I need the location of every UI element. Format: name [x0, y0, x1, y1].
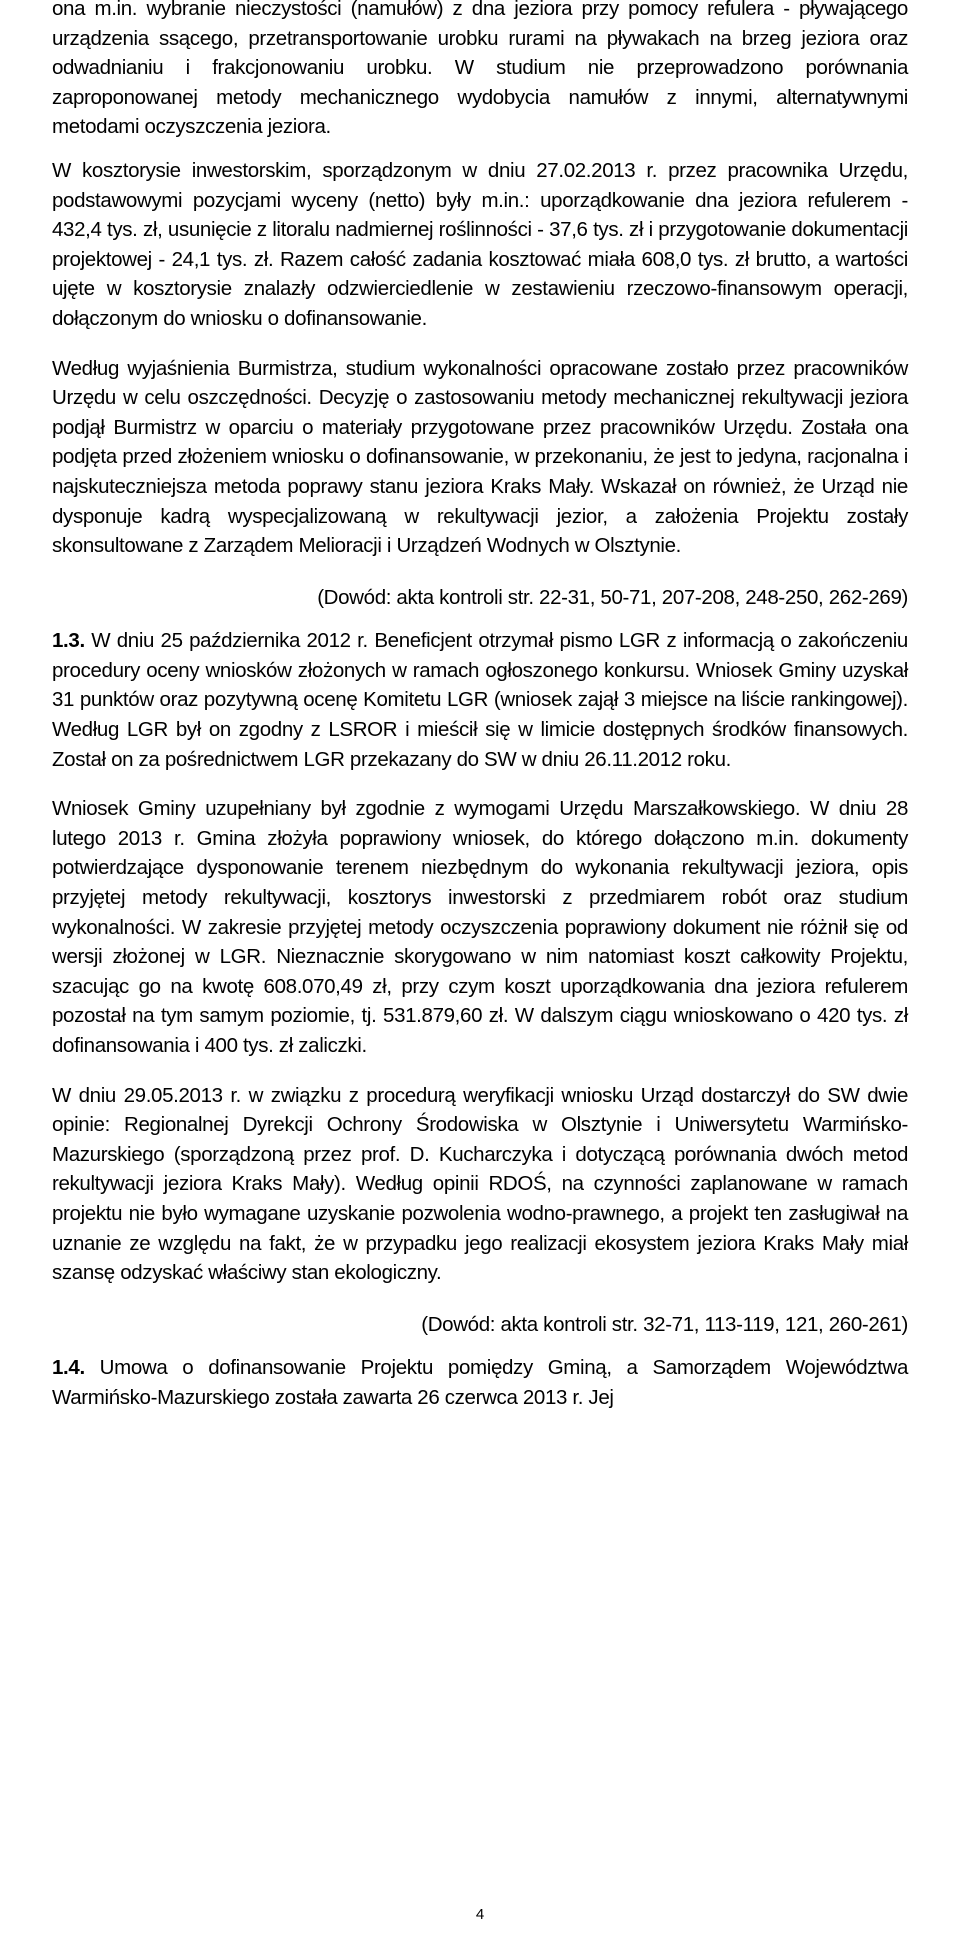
- section-1-3-text: W dniu 25 października 2012 r. Beneficjent otrzymał pismo LGR z informacją o zakończeniu procedury oceny wniosków złożonych w ramach ogłoszonego konkursu. Wniosek Gminy uzyskał 31 punktów oraz pozytywną ocenę Komitetu LGR (wniosek zajął 3 miejsce na liście rankingowej). Według LGR był on zgodny z LSROR i mieścił się w limicie dostępnych środków finansowych. Został on za pośrednictwem LGR przekazany do SW w dniu 26.11.2012 roku.: [52, 629, 908, 771]
- paragraph-method-description: ona m.in. wybranie nieczystości (namułów) z dna jeziora przy pomocy refulera - pływającego urządzenia ssącego, przetransportowanie urobku rurami na pływakach na brzeg jeziora oraz odwadnianiu i frakcjonowaniu urobku. W studium nie przeprowadzono porównania zaproponowanej metody mechanicznego wydobycia namułów z innymi, alternatywnymi metodami oczyszczenia jeziora.: [52, 0, 908, 139]
- paragraph-opinions: W dniu 29.05.2013 r. w związku z procedurą weryfikacji wniosku Urząd dostarczył do SW dwie opinie: Regionalnej Dyrekcji Ochrony Środowiska w Olsztynie i Uniwersytetu Warmińsko-Mazurskiego (sporządzoną przez prof. D. Kucharczyka i dotyczącą porównania dwóch metod rekultywacji jeziora Kraks Mały). Według opinii RDOŚ, na czynności zaplanowane w ramach projektu nie było wymagane uzyskanie pozwolenia wodno-prawnego, a projekt ten zasługiwał na uznanie ze względu na fakt, że w przypadku jego realizacji ekosystem jeziora Kraks Mały miał szansę odzyskać właściwy stan ekologiczny.: [52, 1083, 908, 1285]
- paragraph-cost-estimate: W kosztorysie inwestorskim, sporządzonym w dniu 27.02.2013 r. przez pracownika Urzędu, podstawowymi pozycjami wyceny (netto) były m.in.: uporządkowanie dna jeziora refulerem - 432,4 tys. zł, usunięcie z litoralu nadmiernej roślinności - 37,6 tys. zł i przygotowanie dokumentacji projektowej - 24,1 tys. zł. Razem całość zadania kosztować miała 608,0 tys. zł brutto, a wartości ujęte w kosztorysie znalazły odzwierciedlenie w zestawieniu rzeczowo-finansowym operacji, dołączonym do wniosku o dofinansowanie.: [52, 158, 908, 330]
- section-1-3-number: 1.3.: [52, 629, 85, 653]
- paragraph-mayor-explanation: Według wyjaśnienia Burmistrza, studium wykonalności opracowane zostało przez pracowników Urzędu w celu oszczędności. Decyzję o zastosowaniu metody mechanicznej rekultywacji jeziora podjął Burmistrz w oparciu o materiały przygotowane przez pracowników Urzędu. Została ona podjęta przed złożeniem wniosku o dofinansowanie, w przekonaniu, że jest to jedyna, racjonalna i najskuteczniejsza metoda poprawy stanu jeziora Kraks Mały. Wskazał on również, że Urząd nie dysponuje kadrą wyspecjalizowaną w rekultywacji jezior, a założenia Projektu zostały skonsultowane z Zarządem Melioracji i Urządzeń Wodnych w Olsztynie.: [52, 356, 908, 558]
- section-1-4: [52, 1353, 908, 1412]
- section-1-4-number: 1.4.: [52, 1356, 85, 1380]
- page-number: 4: [475, 1906, 485, 1923]
- paragraph-application-amendment: Wniosek Gminy uzupełniany był zgodnie z wymogami Urzędu Marszałkowskiego. W dniu 28 lutego 2013 r. Gmina złożyła poprawiony wniosek, do którego dołączono m.in. dokumenty potwierdzające dysponowanie terenem niezbędnym do wykonania rekultywacji jeziora, opis przyjętej metody rekultywacji, kosztorys inwestorski z przedmiarem robót oraz studium wykonalności. W zakresie przyjętej metody oczyszczenia poprawiony dokument nie różnił się od wersji złożonej w LGR. Nieznacznie skorygowano w nim natomiast koszt całkowity Projektu, szacując go na kwotę 608.070,49 zł, przy czym koszt uporządkowania dna jeziora refulerem pozostał na tym samym poziomie, tj. 531.879,60 zł. W dalszym ciągu wnioskowano o 420 tys. zł dofinansowania i 400 tys. zł zaliczki.: [52, 797, 908, 1057]
- section-1-4-text: Umowa o dofinansowanie Projektu pomiędzy Gminą, a Samorządem Województwa Warmińsko-Mazurskiego została zawarta 26 czerwca 2013 r. Jej: [52, 1356, 908, 1409]
- evidence-reference-2: (Dowód: akta kontroli str. 32-71, 113-119, 121, 260-261): [421, 1312, 908, 1336]
- evidence-reference-1: (Dowód: akta kontroli str. 22-31, 50-71, 207-208, 248-250, 262-269): [317, 585, 908, 609]
- section-1-3: [52, 626, 908, 774]
